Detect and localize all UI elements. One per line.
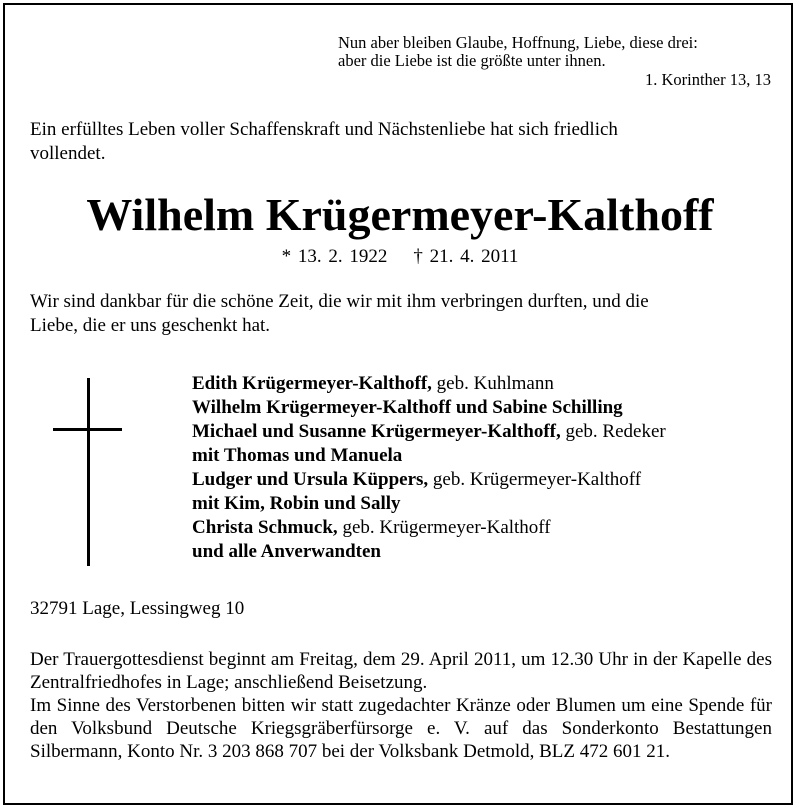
mourner-name: Ludger und Ursula Küppers, <box>192 469 429 490</box>
birth-date: * 13. 2. 1922 <box>281 246 388 267</box>
cross-icon-bar <box>53 428 122 431</box>
mourner-line <box>192 396 666 420</box>
verse-reference: 1. Korinther 13, 13 <box>644 70 771 89</box>
cross-icon <box>87 378 90 566</box>
address: 32791 Lage, Lessingweg 10 <box>30 598 245 619</box>
mourner-detail: geb. Krügermeyer-Kalthoff <box>428 469 642 490</box>
deceased-name: Wilhelm Krügermeyer-Kalthoff <box>86 189 714 240</box>
verse-line-2: aber die Liebe ist die größte unter ihnen. <box>338 51 606 70</box>
mourner-name: Edith Krügermeyer-Kalthoff, <box>192 373 432 394</box>
life-dates <box>0 246 800 268</box>
intro-text <box>30 118 618 166</box>
mourner-line <box>192 468 666 492</box>
service-info <box>30 648 772 763</box>
mourner-line <box>192 540 666 564</box>
mourners-list <box>192 372 666 564</box>
mourner-name: mit Thomas und Manuela <box>192 445 403 466</box>
bible-verse <box>338 34 698 70</box>
mourner-name: Christa Schmuck, <box>192 517 338 538</box>
mourner-line <box>192 372 666 396</box>
mourner-line <box>192 492 666 516</box>
mourner-line <box>192 516 666 540</box>
mourner-name: und alle Anverwandten <box>192 541 381 562</box>
service-paragraph-1: Der Trauergottesdienst beginnt am Freitag, dem 29. April 2011, um 12.30 Uhr in der Kapelle des Zentralfriedhofes in Lage; anschließend Beisetzung. <box>30 649 772 693</box>
mourner-name: Wilhelm Krügermeyer-Kalthoff und Sabine Schilling <box>192 397 623 418</box>
death-date: † 21. 4. 2011 <box>413 246 519 267</box>
intro-line-2: vollendet. <box>30 143 106 164</box>
service-paragraph-2: Im Sinne des Verstorbenen bitten wir statt zugedachter Kränze oder Blumen um eine Spende für den Volksbund Deutsche Kriegsgräberfürsorge e. V. auf das Sonderkonto Bestattungen Silbermann, Konto Nr. 3 203 868 707 bei der Volksbank Detmold, BLZ 472 601 21. <box>30 695 772 762</box>
intro-line-1: Ein erfülltes Leben voller Schaffenskraft und Nächstenliebe hat sich friedlich <box>30 119 618 140</box>
mourner-name: mit Kim, Robin und Sally <box>192 493 401 514</box>
mourner-detail: geb. Redeker <box>560 421 666 442</box>
thanks-text <box>30 290 649 338</box>
thanks-line-1: Wir sind dankbar für die schöne Zeit, die wir mit ihm verbringen durften, und die <box>30 291 649 312</box>
verse-line-1: Nun aber bleiben Glaube, Hoffnung, Liebe, diese drei: <box>338 33 698 52</box>
thanks-line-2: Liebe, die er uns geschenkt hat. <box>30 315 271 336</box>
mourner-line <box>192 420 666 444</box>
mourner-name: Michael und Susanne Krügermeyer-Kalthoff, <box>192 421 561 442</box>
mourner-line <box>192 444 666 468</box>
mourner-detail: geb. Kuhlmann <box>431 373 554 394</box>
mourner-detail: geb. Krügermeyer-Kalthoff <box>337 517 551 538</box>
